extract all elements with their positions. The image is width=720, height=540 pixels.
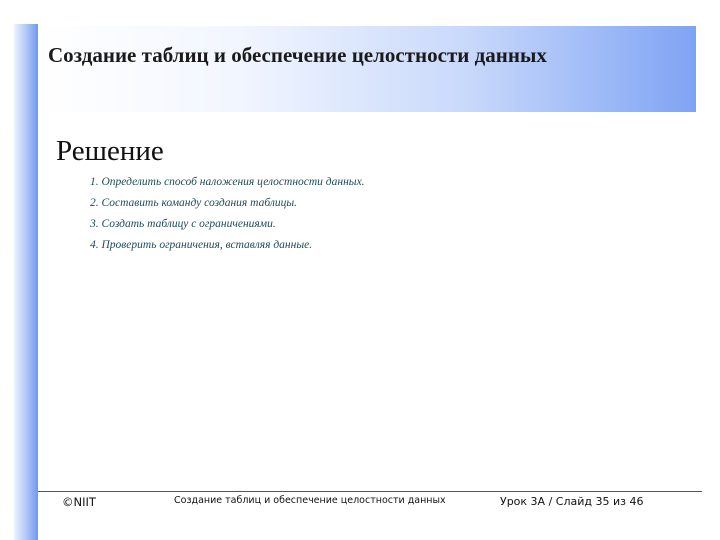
solution-steps-list xyxy=(90,172,365,256)
footer-divider xyxy=(38,491,702,492)
section-heading: Решение xyxy=(56,135,164,167)
footer-slide-number: Урок 3А / Слайд 35 из 46 xyxy=(500,495,644,508)
left-accent-bar xyxy=(14,24,38,540)
list-item: 3. Создать таблицу с ограничениями. xyxy=(90,218,276,230)
list-item: 2. Составить команду создания таблицы. xyxy=(90,197,298,209)
slide-title: Создание таблиц и обеспечение целостности данных xyxy=(48,43,547,67)
footer-course-title: Создание таблиц и обеспечение целостности данных xyxy=(174,495,446,506)
list-item: 1. Определить способ наложения целостности данных. xyxy=(90,176,365,188)
footer-copyright: ©NIIT xyxy=(62,495,96,509)
list-item: 4. Проверить ограничения, вставляя данные. xyxy=(90,239,313,251)
